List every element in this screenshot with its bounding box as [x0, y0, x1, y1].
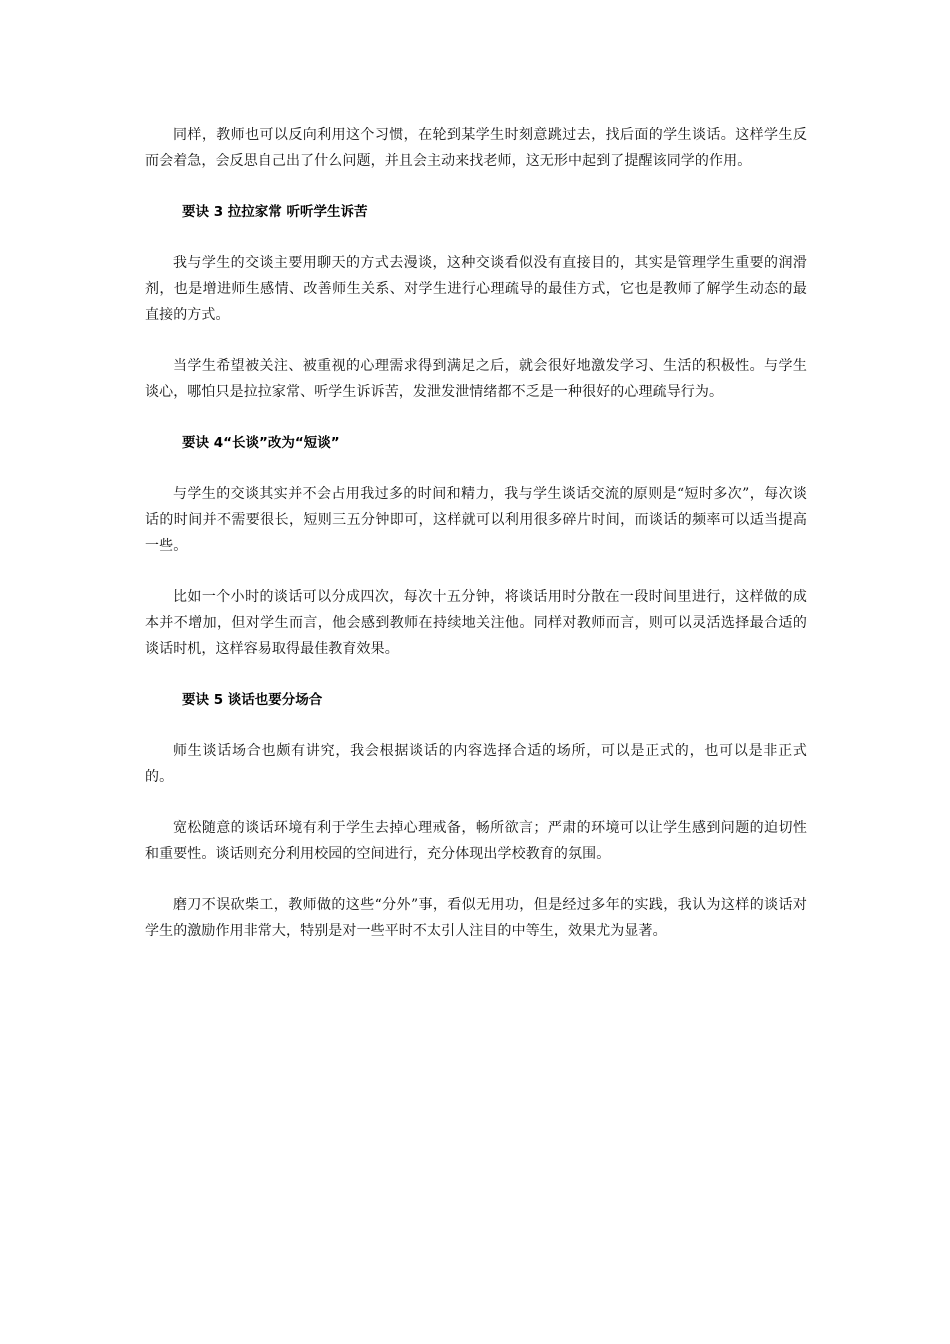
section-heading-tip-3: 要诀 3 拉拉家常 听听学生诉苦	[182, 204, 368, 220]
paragraph-psychological-needs: 当学生希望被关注、被重视的心理需求得到满足之后，就会很好地激发学习、生活的积极性。与学生谈心，哪怕只是拉拉家常、听学生诉诉苦，发泄发泄情绪都不乏是一种很好的心理疏导行为。	[145, 358, 807, 400]
document-body	[145, 122, 807, 969]
paragraph-short-talks: 与学生的交谈其实并不会占用我过多的时间和精力，我与学生谈话交流的原则是“短时多次”，每次谈话的时间并不需要很长，短则三五分钟即可，这样就可以利用很多碎片时间，而谈话的频率可以适当提高一些。	[145, 486, 807, 554]
paragraph-reverse-habit: 同样，教师也可以反向利用这个习惯，在轮到某学生时刻意跳过去，找后面的学生谈话。这样学生反而会着急，会反思自己出了什么问题，并且会主动来找老师，这无形中起到了提醒该同学的作用。	[145, 127, 807, 169]
section-heading-tip-5: 要诀 5 谈话也要分场合	[182, 692, 323, 708]
paragraph-environment: 宽松随意的谈话环境有利于学生去掉心理戒备，畅所欲言；严肃的环境可以让学生感到问题的迫切性和重要性。谈话则充分利用校园的空间进行，充分体现出学校教育的氛围。	[145, 820, 807, 862]
paragraph-conclusion: 磨刀不误砍柴工，教师做的这些“分外”事，看似无用功，但是经过多年的实践，我认为这样的谈话对学生的激励作用非常大，特别是对一些平时不太引人注目的中等生，效果尤为显著。	[145, 897, 807, 939]
paragraph-talk-venue: 师生谈话场合也颇有讲究，我会根据谈话的内容选择合适的场所，可以是正式的，也可以是非正式的。	[145, 743, 807, 785]
section-heading-tip-4: 要诀 4“长谈”改为“短谈”	[182, 435, 340, 451]
paragraph-chat-method: 我与学生的交谈主要用聊天的方式去漫谈，这种交谈看似没有直接目的，其实是管理学生重要的润滑剂，也是增进师生感情、改善师生关系、对学生进行心理疏导的最佳方式，它也是教师了解学生动态的最直接的方式。	[145, 255, 807, 323]
paragraph-split-sessions: 比如一个小时的谈话可以分成四次，每次十五分钟，将谈话用时分散在一段时间里进行，这样做的成本并不增加，但对学生而言，他会感到教师在持续地关注他。同样对教师而言，则可以灵活选择最合适的谈话时机，这样容易取得最佳教育效果。	[145, 589, 807, 657]
